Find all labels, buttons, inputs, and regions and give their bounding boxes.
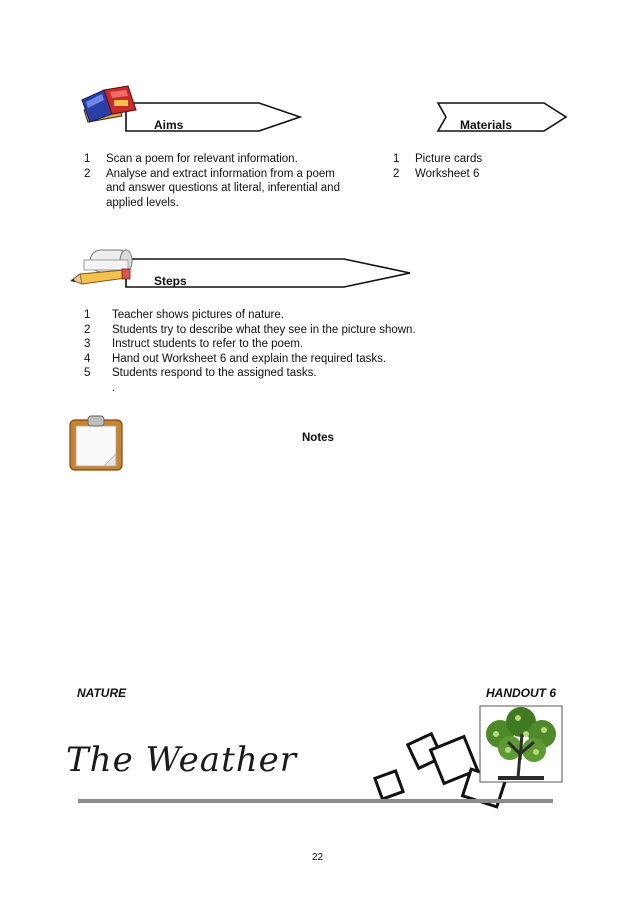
steps-list: [84, 308, 444, 395]
materials-list: [393, 152, 553, 181]
aims-label: Aims: [154, 118, 184, 132]
list-item: 4 Hand out Worksheet 6 and explain the required tasks.: [84, 352, 387, 365]
handout-title: The Weather: [66, 740, 298, 780]
steps-label: Steps: [154, 274, 187, 288]
list-item: 1 Teacher shows pictures of nature.: [84, 309, 284, 321]
aims-banner: [124, 100, 304, 134]
list-item: 3 Instruct students to refer to the poem.: [84, 338, 304, 350]
materials-label: Materials: [460, 118, 513, 132]
list-item: 2 Worksheet 6: [393, 167, 480, 180]
handout-code: HANDOUT 6: [486, 686, 557, 700]
list-item: .: [112, 381, 116, 394]
title-divider: [78, 799, 553, 803]
handout-theme: NATURE: [77, 686, 127, 700]
list-item: 1 Picture cards: [393, 153, 483, 165]
books-icon: [78, 82, 140, 128]
list-item: 2 Analyse and extract information from a poem and answer questions at literal, inferential and applied levels.: [84, 167, 340, 209]
notes-label: Notes: [302, 432, 334, 444]
tree-icon: [478, 704, 564, 784]
aims-list: [84, 152, 354, 210]
list-item: 1 Scan a poem for relevant information.: [84, 153, 298, 165]
scroll-pencil-icon: [68, 244, 138, 290]
clipboard-icon: [68, 414, 126, 472]
list-item: 5 Students respond to the assigned tasks.: [84, 367, 317, 379]
list-item: 2 Students try to describe what they see in the picture shown.: [84, 323, 416, 336]
page-number: 22: [312, 852, 324, 863]
